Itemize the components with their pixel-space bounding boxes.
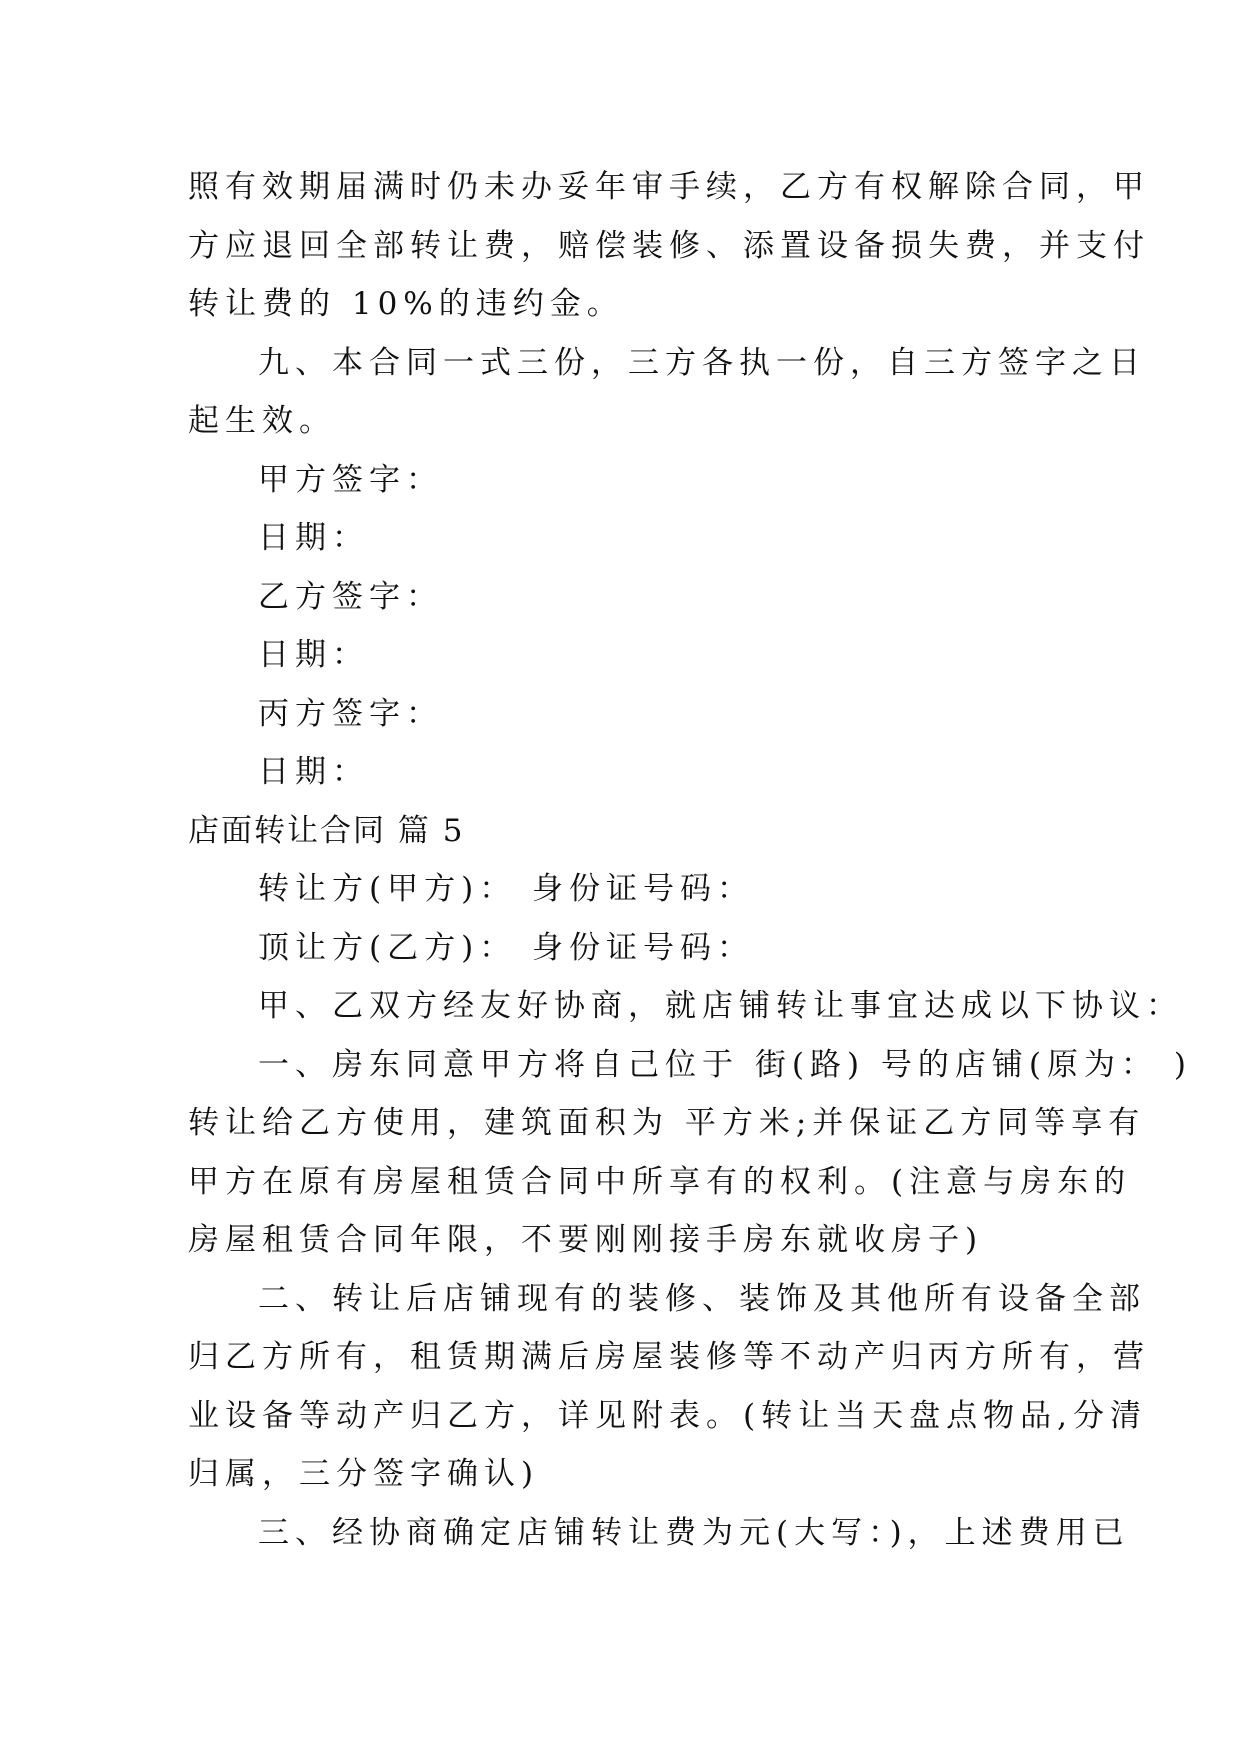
party-c-date: 日期： (258, 754, 369, 790)
party-b-date: 日期： (258, 637, 369, 673)
clause-three: 三、经协商确定店铺转让费为元(大写：)，上述费用已 (258, 1514, 1130, 1551)
clause-nine: 九、本合同一式三份，三方各执一份，自三方签字之日 (258, 344, 1146, 381)
transferee-line: 顶让方(乙方)： 身份证号码： (258, 929, 755, 966)
section-heading: 店面转让合同 篇 5 (188, 812, 465, 849)
document-body (188, 158, 1192, 1562)
text-line: 归乙方所有，租赁期满后房屋装修等不动产归丙方所有，营 (188, 1339, 1150, 1375)
party-b-signature: 乙方签字： (258, 578, 443, 615)
text-line: 房屋租赁合同年限，不要刚刚接手房东就收房子) (188, 1222, 984, 1258)
text-line: 业设备等动产归乙方，详见附表。(转让当天盘点物品,分清 (188, 1397, 1147, 1434)
party-a-signature: 甲方签字： (258, 461, 443, 498)
text-line: 甲方在原有房屋租赁合同中所享有的权利。(注意与房东的 (188, 1163, 1132, 1200)
text-line: 转让费的 10%的违约金。 (188, 286, 624, 322)
agreement-intro: 甲、乙双方经友好协商，就店铺转让事宜达成以下协议： (258, 988, 1183, 1024)
text-line: 方应退回全部转让费，赔偿装修、添置设备损失费，并支付 (188, 227, 1150, 264)
text-line: 照有效期届满时仍未办妥年审手续，乙方有权解除合同，甲 (188, 169, 1150, 205)
text-line: 归属，三分签字确认) (188, 1456, 540, 1492)
party-c-signature: 丙方签字： (258, 695, 443, 732)
text-line: 转让给乙方使用，建筑面积为 平方米;并保证乙方同等享有 (188, 1105, 1146, 1141)
text-line: 起生效。 (188, 403, 336, 439)
clause-two: 二、转让后店铺现有的装修、装饰及其他所有设备全部 (258, 1280, 1146, 1317)
clause-one: 一、房东同意甲方将自己位于 街(路) 号的店铺(原为： ) (258, 1046, 1192, 1083)
party-a-date: 日期： (258, 520, 369, 556)
transferor-line: 转让方(甲方)： 身份证号码： (258, 871, 755, 907)
